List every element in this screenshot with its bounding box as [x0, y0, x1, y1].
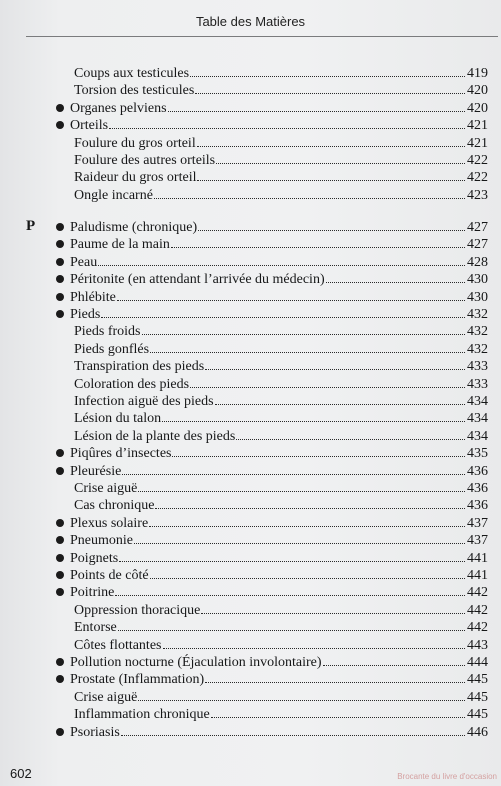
toc-entry-page: 419: [467, 66, 488, 81]
toc-entry: [74, 81, 488, 98]
toc-entry-page: 422: [467, 153, 488, 168]
dot-leader: [197, 168, 465, 181]
toc-entry-label: Pieds gonflés: [74, 341, 150, 357]
section-letter: P: [26, 218, 36, 234]
bullet-icon: [56, 536, 64, 544]
toc-entry-label: Piqûres d’insectes: [70, 446, 172, 462]
toc-entry-label: Cas chronique: [74, 498, 155, 514]
dot-leader: [122, 462, 465, 475]
toc-entry-page: 421: [467, 135, 488, 151]
watermark: Brocante du livre d'occasion: [397, 772, 497, 781]
toc-entry-page: 444: [467, 655, 488, 670]
toc-entry-page: 436: [467, 481, 488, 496]
toc-entry-label: Foulure du gros orteil: [74, 135, 196, 151]
bullet-icon: [56, 588, 64, 596]
toc-entry-page: 423: [467, 187, 488, 203]
toc-entry-page: 428: [467, 254, 488, 270]
toc-entry-page: 432: [467, 324, 488, 340]
toc-entry: [70, 514, 488, 531]
dot-leader: [190, 375, 465, 388]
toc-entry-label: Pieds froids: [74, 324, 141, 340]
dot-leader: [149, 514, 465, 527]
dot-leader: [115, 583, 465, 596]
toc-entry: [74, 322, 488, 339]
toc-entry-page: 436: [467, 498, 488, 514]
toc-entry: [74, 168, 488, 185]
toc-entry-page: 442: [467, 620, 488, 636]
dot-leader: [163, 636, 466, 649]
toc-entry: [70, 305, 488, 322]
toc-entry-page: 434: [467, 428, 488, 444]
toc-entry: [74, 688, 488, 705]
toc-entry: [74, 496, 488, 513]
toc-entry-page: 427: [467, 237, 488, 253]
toc-entry-page: 434: [467, 394, 488, 409]
dot-leader: [198, 218, 465, 231]
toc-entry-page: 433: [467, 359, 488, 375]
toc-entry-label: Psoriasis: [70, 724, 120, 740]
toc-entry-page: 433: [467, 376, 488, 392]
toc-entry-label: Plexus solaire: [70, 515, 149, 531]
toc-entry: [70, 218, 488, 235]
toc-entry: [70, 531, 488, 548]
toc-entry-page: 432: [467, 341, 488, 357]
bullet-icon: [56, 728, 64, 736]
toc-entry-label: Paume de la main: [70, 237, 170, 253]
toc-entry-page: 443: [467, 637, 488, 653]
toc-entry-label: Coups aux testicules: [74, 66, 190, 81]
toc-entry: [70, 288, 488, 305]
dot-leader: [117, 288, 465, 301]
toc-entry-page: 437: [467, 515, 488, 531]
toc-entry: [70, 670, 488, 687]
dot-leader: [121, 723, 465, 736]
bullet-icon: [56, 449, 64, 457]
toc-entry: [74, 409, 488, 426]
toc-entry: [70, 116, 488, 133]
toc-entry-label: Entorse: [74, 620, 117, 636]
bullet-icon: [56, 104, 64, 112]
bullet-icon: [56, 554, 64, 562]
toc-entry-page: 427: [467, 220, 488, 235]
toc-entry-label: Orteils: [70, 118, 109, 134]
toc-entry-page: 420: [467, 83, 488, 99]
toc-entry-label: Points de côté: [70, 568, 149, 583]
dot-leader: [211, 705, 465, 718]
dot-leader: [150, 340, 465, 353]
dot-leader: [216, 151, 465, 164]
toc-entry: [70, 235, 488, 252]
bullet-icon: [56, 240, 64, 248]
toc-entry-label: Coloration des pieds: [74, 376, 190, 392]
dot-leader: [150, 566, 465, 579]
dot-leader: [205, 670, 465, 683]
dot-leader: [138, 479, 465, 492]
toc-entry-page: 420: [467, 100, 488, 116]
toc-entry-label: Paludisme (chronique): [70, 220, 198, 235]
toc-entry-label: Oppression thoracique: [74, 602, 201, 618]
dot-leader: [142, 322, 466, 335]
toc-entry: [74, 705, 488, 722]
toc-entry-label: Pleurésie: [70, 463, 122, 479]
toc-entry-page: 435: [467, 446, 488, 462]
toc-entry: [70, 723, 488, 740]
toc-entry-page: 445: [467, 672, 488, 688]
bullet-icon: [56, 258, 64, 266]
dot-leader: [323, 653, 465, 666]
toc-entry-label: Pneumonie: [70, 533, 133, 549]
toc-entry-page: 446: [467, 724, 488, 740]
dot-leader: [326, 270, 465, 283]
toc-entry-page: 441: [467, 568, 488, 583]
dot-leader: [154, 186, 465, 199]
toc-entry-page: 442: [467, 585, 488, 601]
toc-entry: [74, 340, 488, 357]
toc-entry: [70, 566, 488, 583]
toc-entry: [70, 270, 488, 287]
bullet-icon: [56, 223, 64, 231]
dot-leader: [236, 427, 465, 440]
toc-entry-label: Crise aiguë: [74, 689, 138, 705]
toc-entry-label: Raideur du gros orteil: [74, 170, 197, 186]
bullet-icon: [56, 519, 64, 527]
dot-leader: [171, 235, 465, 248]
toc-entry-label: Peau: [70, 254, 98, 270]
toc-entry-label: Lésion de la plante des pieds: [74, 428, 236, 444]
dot-leader: [205, 357, 465, 370]
dot-leader: [155, 496, 465, 509]
dot-leader: [119, 549, 465, 562]
toc-entry: [74, 375, 488, 392]
toc-entry-label: Organes pelviens: [70, 100, 167, 116]
toc-entry: [70, 653, 488, 670]
toc-entry-page: 421: [467, 118, 488, 134]
page-header: Table des Matières: [195, 14, 306, 29]
dot-leader: [168, 99, 465, 112]
dot-leader: [98, 253, 465, 266]
dot-leader: [215, 392, 465, 405]
toc-entry: [74, 186, 488, 203]
bullet-icon: [56, 571, 64, 579]
bullet-icon: [56, 467, 64, 475]
toc-entry: [74, 151, 488, 168]
dot-leader: [134, 531, 465, 544]
toc-entry-label: Prostate (Inflammation): [70, 672, 205, 688]
bullet-icon: [56, 293, 64, 301]
toc-entry-label: Torsion des testicules: [74, 83, 195, 99]
toc-entry-page: 434: [467, 411, 488, 427]
toc-entry-label: Pollution nocturne (Éjaculation involontaire): [70, 655, 322, 670]
toc-entry: [70, 462, 488, 479]
toc-entry-label: Crise aiguë: [74, 481, 138, 496]
bullet-icon: [56, 658, 64, 666]
toc-entry-page: 445: [467, 707, 488, 723]
toc-entry-label: Poignets: [70, 550, 119, 566]
toc-entry: [74, 601, 488, 618]
dot-leader: [118, 618, 465, 631]
toc-entry-page: 422: [467, 170, 488, 186]
toc-entry-page: 442: [467, 602, 488, 618]
dot-leader: [190, 64, 465, 77]
toc-entry: [74, 618, 488, 635]
toc-entry-label: Foulure des autres orteils: [74, 153, 216, 168]
toc-entry-page: 430: [467, 272, 488, 288]
toc-entry: [74, 427, 488, 444]
toc-entry: [70, 253, 488, 270]
toc-entry: [74, 392, 488, 409]
toc-entry-page: 445: [467, 689, 488, 705]
toc-entry-page: 437: [467, 533, 488, 549]
toc-entry: [70, 583, 488, 600]
dot-leader: [109, 116, 465, 129]
toc-entry: [74, 479, 488, 496]
toc-entry-label: Ongle incarné: [74, 187, 153, 203]
toc-entry: [74, 636, 488, 653]
toc-entry-label: Péritonite (en attendant l’arrivée du médecin): [70, 272, 325, 288]
toc-entry-page: 430: [467, 289, 488, 305]
toc-entry-page: 441: [467, 550, 488, 566]
toc-entry: [74, 134, 488, 151]
toc-entry-label: Pieds: [70, 307, 101, 322]
toc-entry-label: Transpiration des pieds: [74, 359, 205, 375]
toc-entry-label: Lésion du talon: [74, 411, 162, 427]
dot-leader: [162, 409, 465, 422]
bullet-icon: [56, 121, 64, 129]
toc-entry: [74, 357, 488, 374]
dot-leader: [201, 601, 465, 614]
toc-entry: [74, 64, 488, 81]
toc-entry: [70, 549, 488, 566]
dot-leader: [138, 688, 465, 701]
toc-entry-label: Phlébite: [70, 289, 116, 305]
toc-entry-label: Côtes flottantes: [74, 637, 162, 653]
dot-leader: [197, 134, 465, 147]
toc-entry: [70, 444, 488, 461]
dot-leader: [195, 81, 465, 94]
dot-leader: [172, 444, 465, 457]
page-number: 602: [10, 766, 32, 781]
toc-entry-label: Infection aiguë des pieds: [74, 394, 214, 409]
toc-entry-label: Poitrine: [70, 585, 115, 601]
dot-leader: [101, 305, 465, 318]
bullet-icon: [56, 675, 64, 683]
bullet-icon: [56, 310, 64, 318]
bullet-icon: [56, 275, 64, 283]
toc-entry-label: Inflammation chronique: [74, 707, 210, 723]
toc-entry-page: 432: [467, 307, 488, 322]
toc-entry-page: 436: [467, 463, 488, 479]
toc-entry: [70, 99, 488, 116]
